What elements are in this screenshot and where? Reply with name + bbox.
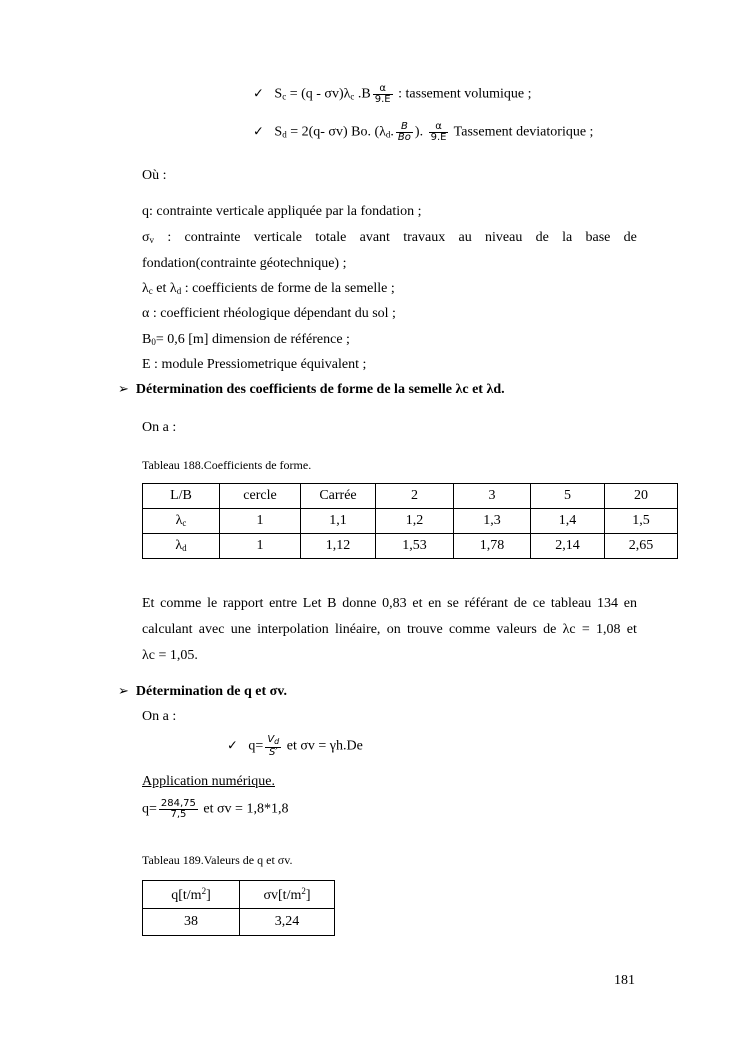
sd-prefix: S [274,124,283,140]
on-a-2: On a : [142,709,177,724]
lambda-sub-c: c [148,286,153,296]
def-lambda [142,280,395,300]
word: et [412,596,423,611]
word: en [623,596,637,611]
sd-lambda-sub: d [385,129,391,140]
table-cell: 1 [220,509,301,534]
table-cell: 1,2 [376,509,454,534]
where-label: Où : [142,168,167,183]
calc-num: 284,75 [160,798,196,809]
sigma-word: de [535,230,549,245]
word: donne [342,596,377,611]
table-cell: 1,78 [454,534,531,559]
table-cell-header [240,881,335,909]
def-sigma-line1 [142,229,637,249]
table-188-caption: Tableau 188.Coefficients de forme. [142,458,312,472]
word: référant [464,596,509,611]
sigma-word: niveau [485,230,523,245]
table-cell: 1 [220,534,301,559]
word: interpolation [257,622,329,637]
table-cell: L/B [143,484,220,509]
sd-fraction-1 [396,122,413,143]
paragraph-line-2 [142,621,637,639]
table-row [143,881,335,909]
word: comme [448,622,491,637]
table-cell-label [143,534,220,559]
table-cell: 1,4 [531,509,605,534]
calc-prefix: q= [142,801,157,817]
word: 134 [597,596,619,611]
checkmark-icon: ✓ [253,124,264,140]
def-sigma-line2: fondation(contrainte géotechnique) ; [142,256,347,271]
sd-frac2-den: 9.E [430,132,447,143]
def-b0 [142,331,350,351]
def-sigma-symbol [142,229,154,249]
sigma-word: base [585,230,611,245]
sigma-char: σ [142,230,150,245]
word: rapport [222,596,264,611]
sd-desc: Tassement deviatorique ; [450,124,594,140]
word: tableau [550,596,592,611]
q-frac-den: S′ [265,747,281,758]
q-prefix: q= [248,738,264,754]
table-row [143,909,335,936]
word: calculant [142,622,193,637]
sd-sub: d [282,129,287,140]
sd-frac2-num: α [435,121,442,132]
table-cell: 2 [376,484,454,509]
table-189-caption: Tableau 189.Valeurs de q et σv. [142,853,293,867]
table-cell: 20 [605,484,678,509]
calc-den: 7,5 [159,809,198,820]
sigma-word: au [458,230,472,245]
page-number: 181 [614,973,635,988]
sigma-word: : [167,230,172,245]
coefficients-table [142,483,678,559]
table-cell-header [143,881,240,909]
calc-line [142,799,288,820]
q-frac-num-char: V [267,734,275,745]
table-cell: 3 [454,484,531,509]
word: de [543,622,557,637]
h1-b: ] [206,887,211,903]
sigma-word: totale [315,230,347,245]
table-cell: 1,53 [376,534,454,559]
checkmark-icon: ✓ [227,738,238,754]
q-frac-num [265,735,281,747]
h2-b: ] [305,887,311,903]
def-q: q: contrainte verticale appliquée par la fondation ; [142,204,422,219]
word: de [513,596,528,611]
sigma-word: travaux [403,230,446,245]
def-alpha: α : coefficient rhéologique dépendant du sol ; [142,306,396,321]
lambda-char: λ [142,281,149,296]
word: valeurs [496,622,537,637]
section1-heading-text: Détermination des coefficients de forme de la semelle λc et λd. [135,382,505,397]
table-row [143,484,678,509]
arrow-bullet-icon: ➢ [118,684,129,699]
sd-dot: . [390,124,394,140]
sc-sub: c [282,91,287,102]
sd-fraction-2 [429,122,449,143]
on-a-1: On a : [142,420,177,435]
h1-sup: 2 [201,885,207,896]
sc-frac-den: 9.E [374,94,391,105]
table-cell: 38 [143,909,240,936]
h1-a: q[t/m [171,887,202,903]
word: se [447,596,459,611]
q-frac-num-sub: d [274,737,280,746]
h2-a: σv[t/m [263,887,302,903]
word: trouve [406,622,443,637]
section-heading-coefficients [118,382,505,398]
table-row [143,534,678,559]
table-cell: cercle [220,484,301,509]
q-fraction [265,735,281,758]
paragraph-line-3: λc = 1,05. [142,648,198,663]
sc-b: .B [354,86,371,102]
table-row [143,509,678,534]
table-cell: 1,3 [454,509,531,534]
table-cell-label [143,509,220,534]
table-cell: Carrée [301,484,376,509]
word: on [386,622,401,637]
sigma-sub: v [149,235,155,245]
word: avec [198,622,225,637]
word: et [626,622,637,637]
sigma-word: verticale [253,230,302,245]
sc-mid-sub: c [350,91,355,102]
word: ce [532,596,546,611]
b0-sub: 0 [151,337,156,347]
word: le [207,596,218,611]
calc-fraction [159,799,198,820]
word: = [581,622,590,637]
word: entre [269,596,298,611]
sd-mid: = 2(q- σv) Bo. (λ [286,124,386,140]
checkmark-icon: ✓ [253,86,264,102]
sigma-word: de [623,230,637,245]
sc-prefix: S [274,86,283,102]
formula-q [227,735,363,758]
paragraph-line-1 [142,595,637,613]
section-heading-q-sigma [118,684,287,700]
sigma-word: avant [359,230,390,245]
q-rest: et σv = γh.De [283,738,363,754]
word: Let [302,596,322,611]
table-cell: 1,5 [605,509,678,534]
lambda-sub-d: d [176,286,182,296]
section2-heading-text: Détermination de q et σv. [135,684,288,699]
sd-frac1-den: Bo [397,132,411,143]
word: comme [160,596,202,611]
word: une [230,622,251,637]
sc-mid: = (q - σv)λ [286,86,351,102]
arrow-bullet-icon: ➢ [118,382,129,397]
word: B [327,596,337,611]
word: Et [142,596,155,611]
lambda-mid: et λ [152,281,177,296]
lambda-sub: d [182,543,187,553]
word: 1,08 [596,622,621,637]
sc-desc: : tassement volumique ; [394,86,532,102]
word: en [428,596,442,611]
h2-sup: 2 [301,885,306,896]
table-cell: 3,24 [240,909,335,936]
lambda-rest: : coefficients de forme de la semelle ; [181,281,395,296]
sigma-word: contrainte [184,230,241,245]
table-cell: 5 [531,484,605,509]
sd-frac1-num: B [400,121,408,132]
sigma-word: la [562,230,573,245]
app-num-heading: Application numérique. [142,774,275,789]
table-cell: 2,65 [605,534,678,559]
def-e: E : module Pressiometrique équivalent ; [142,357,367,372]
table-cell: 2,14 [531,534,605,559]
calc-rest: et σv = 1,8*1,8 [199,801,289,817]
sc-fraction [373,84,393,105]
word: λc [562,622,576,637]
lambda-sub: c [182,518,187,528]
table-cell: 1,12 [301,534,376,559]
table-cell: 1,1 [301,509,376,534]
q-sigma-table [142,880,335,936]
lambda-char: λ [175,538,183,553]
word: linéaire, [334,622,381,637]
lambda-char: λ [175,513,183,528]
formula-sd [253,122,593,143]
word: 0,83 [382,596,407,611]
b0-char: B [142,332,152,347]
sc-frac-num: α [379,83,386,94]
formula-sc [253,84,532,105]
b0-rest: = 0,6 [m] dimension de référence ; [155,332,350,347]
sd-close: ). [414,124,424,140]
